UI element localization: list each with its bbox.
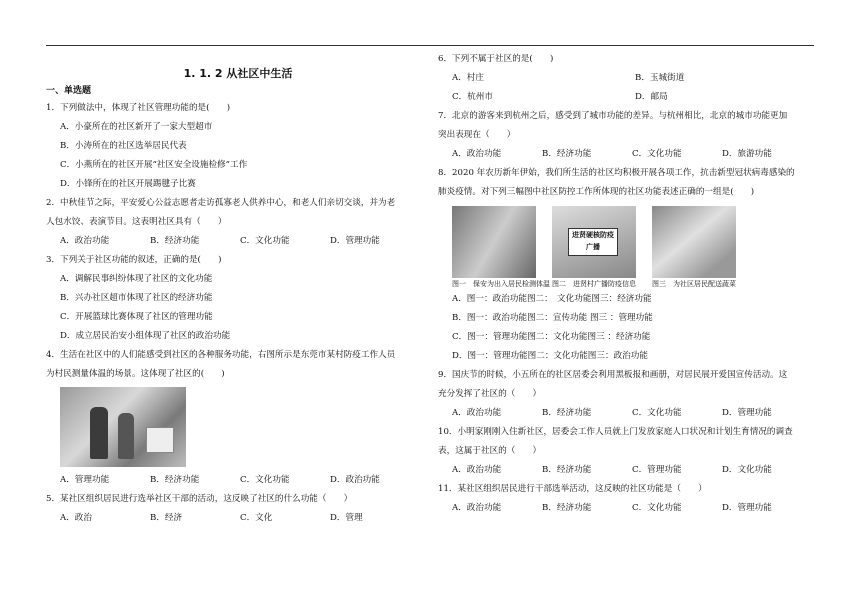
q11-option-b: B．经济功能 <box>542 503 592 513</box>
question-2-stem: 2．中秋佳节之际，平安爱心公益志愿者走访孤寡老人供养中心，和老人们亲切交谈，并为老 <box>46 198 396 208</box>
q2-option-b: B．经济功能 <box>150 236 200 246</box>
figure-3-photo <box>652 206 736 278</box>
question-5-stem: 5．某社区组织居民进行选举社区干部的活动，这反映了社区的什么功能（ ） <box>46 494 353 504</box>
q2-option-a: A．政治功能 <box>60 236 110 246</box>
section-heading: 一、单选题 <box>46 86 92 96</box>
q6-option-c: C．杭州市 <box>452 92 493 102</box>
q9-option-d: D．管理功能 <box>722 408 772 418</box>
figure-1-photo <box>452 206 536 278</box>
question-10-stem: 10．小明家刚刚入住新社区，居委会工作人员就上门发放家庭人口状况和计划生育情况的调查 <box>438 427 793 437</box>
q1-option-d: D．小锋所在的社区开展踢毽子比赛 <box>60 179 196 189</box>
q10-option-d: D．文化功能 <box>722 465 772 475</box>
question-10-stem-cont: 表，这属于社区的（ ） <box>438 446 542 456</box>
q7-option-b: B．经济功能 <box>542 149 592 159</box>
q7-option-d: D．旅游功能 <box>722 149 772 159</box>
question-2-stem-cont: 人包水饺、表演节目。这表明社区具有（ ） <box>46 217 227 227</box>
q9-option-b: B．经济功能 <box>542 408 592 418</box>
question-11-stem: 11．某社区组织居民进行干部选举活动，这反映的社区功能是（ ） <box>438 484 707 494</box>
q11-option-a: A．政治功能 <box>452 503 502 513</box>
q3-option-c: C．开展篮球比赛体现了社区的管理功能 <box>60 312 213 322</box>
q10-option-a: A．政治功能 <box>452 465 502 475</box>
q5-options <box>60 509 430 528</box>
right-column <box>438 50 818 518</box>
question-7-stem: 7．北京的游客来到杭州之后，感受到了城市功能的差异。与杭州相比，北京的城市功能更加 <box>438 111 788 121</box>
photo-person <box>90 407 108 459</box>
q6-option-a: A．村庄 <box>452 73 484 83</box>
q5-option-d: D．管理 <box>330 513 363 523</box>
question-9-stem: 9．国庆节的时候，小五所在的社区居委会利用黑板报和画册，对居民展开爱国宣传活动。这 <box>438 370 788 380</box>
q2-option-c: C．文化功能 <box>240 236 290 246</box>
q2-option-d: D．管理功能 <box>330 236 380 246</box>
q8-option-b: B．图一：政治功能图二：宣传功能 图三 ：管理功能 <box>452 313 653 323</box>
figure-3-caption: 图三 为社区居民配送蔬菜 <box>652 280 736 288</box>
q9-option-c: C．文化功能 <box>632 408 682 418</box>
q4-option-a: A．管理功能 <box>60 475 110 485</box>
q3-option-a: A．调解民事纠纷体现了社区的文化功能 <box>60 274 213 284</box>
q5-option-a: A．政治 <box>60 513 92 523</box>
q10-option-b: B．经济功能 <box>542 465 592 475</box>
temperature-check-photo <box>60 387 186 467</box>
q3-option-b: B．兴办社区超市体现了社区的经济功能 <box>60 293 213 303</box>
q11-option-d: D．管理功能 <box>722 503 772 513</box>
question-1-stem: 1．下列做法中，体现了社区管理功能的是( ) <box>46 103 231 113</box>
question-3-stem: 3．下列关于社区功能的叙述，正确的是( ) <box>46 255 222 265</box>
q2-options <box>60 232 430 251</box>
question-8-stem-cont: 肺炎疫情。对下列三幅图中社区防控工作所体现的社区功能表述正确的一组是( ) <box>438 187 755 197</box>
photo-person <box>118 413 134 459</box>
q8-option-a: A．图一：政治功能图二： 文化功能图三：经济功能 <box>452 294 652 304</box>
q8-captions <box>452 278 818 290</box>
figure-2-photo <box>552 206 636 278</box>
broadcast-sign: 进贤硬核防疫广播 <box>568 228 618 256</box>
q8-option-d: D．图一：管理功能图二：文化功能图三：政治功能 <box>452 351 648 361</box>
q10-option-c: C．管理功能 <box>632 465 682 475</box>
q9-option-a: A．政治功能 <box>452 408 502 418</box>
q4-option-b: B．经济功能 <box>150 475 200 485</box>
q11-options <box>452 499 818 518</box>
page-title: 1. 1. 2 从社区中生活 <box>183 67 293 80</box>
question-8-stem: 8．2020 年农历新年伊始，我们所生活的社区均积极开展各项工作，抗击新型冠状病毒感染的 <box>438 168 795 178</box>
header-rule <box>46 45 814 46</box>
q7-options <box>452 145 818 164</box>
figure-1-caption: 图一 保安为出入居民检测体温 <box>452 280 550 288</box>
q6-options-row2 <box>452 88 818 107</box>
question-9-stem-cont: 充分发挥了社区的（ ） <box>438 389 542 399</box>
q8-photos <box>452 206 818 278</box>
q5-option-b: B．经济 <box>150 513 183 523</box>
q4-option-c: C．文化功能 <box>240 475 290 485</box>
q10-options <box>452 461 818 480</box>
q7-option-a: A．政治功能 <box>452 149 502 159</box>
q4-options <box>60 471 430 490</box>
left-column <box>46 50 430 528</box>
photo-sign <box>146 427 174 453</box>
question-7-stem-cont: 突出表现在（ ） <box>438 130 516 140</box>
q3-option-d: D．成立居民治安小组体现了社区的政治功能 <box>60 331 231 341</box>
question-4-stem: 4．生活在社区中的人们能感受到社区的各种服务功能，右图所示是东莞市某村防疫工作人员 <box>46 350 396 360</box>
q8-option-c: C．图一：管理功能图二：文化功能图三 ：经济功能 <box>452 332 651 342</box>
q7-option-c: C．文化功能 <box>632 149 682 159</box>
figure-2-caption: 图二 进贤村广播防疫信息 <box>552 280 636 288</box>
q1-option-b: B．小涛所在的社区选举居民代表 <box>60 141 187 151</box>
question-6-stem: 6．下列不属于社区的是( ) <box>438 54 554 64</box>
q5-option-c: C．文化 <box>240 513 273 523</box>
q1-option-c: C．小燕所在的社区开展“社区安全设施检修”工作 <box>60 160 248 170</box>
q6-option-b: B．玉城街道 <box>635 73 685 83</box>
q6-options-row1 <box>452 69 818 88</box>
question-4-stem-cont: 为村民测量体温的场景。这体现了社区的( ) <box>46 369 225 379</box>
q11-option-c: C．文化功能 <box>632 503 682 513</box>
q4-option-d: D．政治功能 <box>330 475 380 485</box>
q9-options <box>452 404 818 423</box>
q6-option-d: D．邮局 <box>635 92 668 102</box>
q1-option-a: A．小豪所在的社区新开了一家大型超市 <box>60 122 213 132</box>
